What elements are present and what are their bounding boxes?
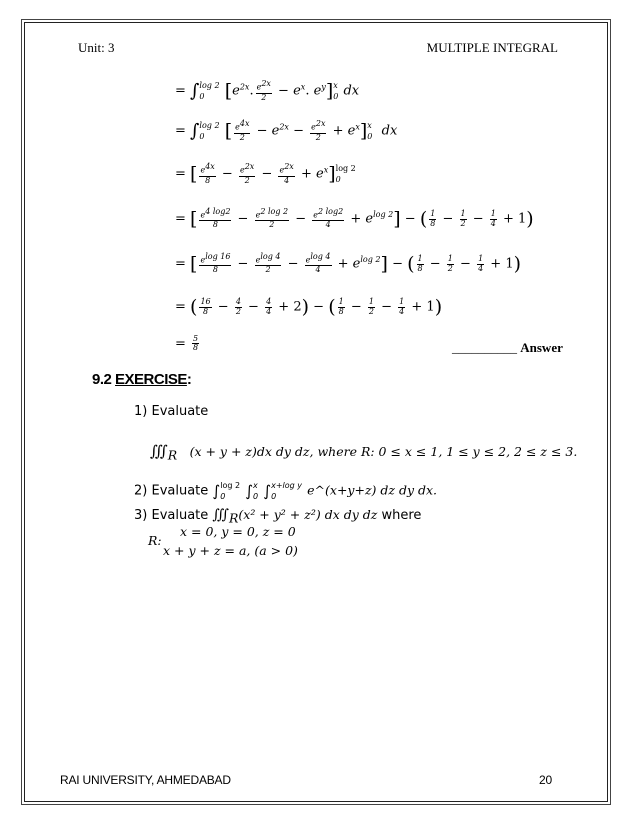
exercise-3-constraint-2-text: x + y + z = a, (a > 0) xyxy=(163,543,298,558)
exercise-1-label: 1) Evaluate xyxy=(134,404,209,419)
footer-page-number: 20 xyxy=(539,773,552,787)
header-title: MULTIPLE INTEGRAL xyxy=(426,40,558,55)
exercise-3-where: where xyxy=(381,508,422,523)
exercise-3-expr-text: (x² + y² + z²) dx dy dz xyxy=(238,507,378,522)
equation-step-6: = ( $\frac{16}{8}$ − $\frac{4}{2}$ − $\frac{4}{4}$ + 2) − ( $\frac{1}{8}$ − $\frac{1}{2}$ − $\frac{1}{4}$ + 1) xyxy=(175,296,443,318)
equation-step-3: = [ $\frac{e^{4x}}{8}$ − $\frac{e^{2x}}{2}$ − $\frac{e^{2x}}{4}$ + $e^x$] log 2 0 xyxy=(175,162,356,186)
equation-step-4: = [ $\frac{e^{4 log2}}{8}$ − $\frac{e^{2 log 2}}{2}$ − $\frac{e^{2 log2}}{4}$ + $e^{log 2}$] − ( $\frac{1}{8}$ − $\frac{1}{2}$ − $\frac{1}{4}$ + 1) xyxy=(175,207,534,230)
exercise-2-expr-text: e^(x+y+z) dz dy dx. xyxy=(307,482,438,498)
section-number: 9.2 xyxy=(92,371,112,388)
equation-step-7: = $\frac{5}{8}$ xyxy=(175,334,199,353)
exercise-1-expression: $∭_R$ (x + y + z)dx dy dz, where R: 0 ≤ x ≤ 1, 1 ≤ y ≤ 2, 2 ≤ z ≤ 3. xyxy=(150,442,578,463)
exercise-3-region xyxy=(148,533,162,549)
exercise-3-line: 3) Evaluate $∭_R(x^2 + y^2 + z^2)$ dx dy dz where xyxy=(134,507,422,526)
equation-step-1: = ∫ log 2 0 [$e^{2x}$. $\frac{e^{2x}}{2}$ − $e^x$. $e^y$] x 0 dx xyxy=(175,79,360,103)
header-unit: Unit: 3 xyxy=(78,40,115,55)
exercise-3-constraint-1 xyxy=(180,524,296,540)
equation-step-5: = [ $\frac{e^{log 16}}{8}$ − $\frac{e^{log 4}}{2}$ − $\frac{e^{log 4}}{4}$ + $e^{log 2}$] − ( $\frac{1}{8}$ − $\frac{1}{2}$ − $\frac{1}{4}$ + 1) xyxy=(175,252,522,275)
exercise-3-region-label: R: xyxy=(148,533,162,548)
exercise-1-expr-text: (x + y + z)dx dy dz, where R: 0 ≤ x ≤ 1, 1 ≤ y ≤ 2, 2 ≤ z ≤ 3. xyxy=(189,444,578,459)
section-colon: : xyxy=(186,371,192,388)
section-title: EXERCISE xyxy=(115,371,187,388)
answer-word: Answer xyxy=(520,340,563,355)
answer-blank: __________ xyxy=(452,340,517,355)
exercise-3-label: 3) Evaluate xyxy=(134,508,209,523)
exercise-2-label: 2) Evaluate xyxy=(134,483,209,499)
exercise-3-constraint-1-text: x = 0, y = 0, z = 0 xyxy=(180,524,296,539)
answer-label xyxy=(452,340,563,356)
exercise-3-constraint-2 xyxy=(163,543,298,559)
equation-step-2: = ∫ log 2 0 [ $\frac{e^{4x}}{2}$ − $e^{2x}$ − $\frac{e^{2x}}{2}$ + $e^x$] x 0 dx xyxy=(175,119,398,143)
section-heading xyxy=(92,371,191,388)
exercise-2-line: 2) Evaluate ∫ log 2 0 ∫ x 0 ∫ x+log y 0 e^(x+y+z) dz dy dx. xyxy=(134,481,438,502)
footer-university: RAI UNIVERSITY, AHMEDABAD xyxy=(60,773,231,787)
